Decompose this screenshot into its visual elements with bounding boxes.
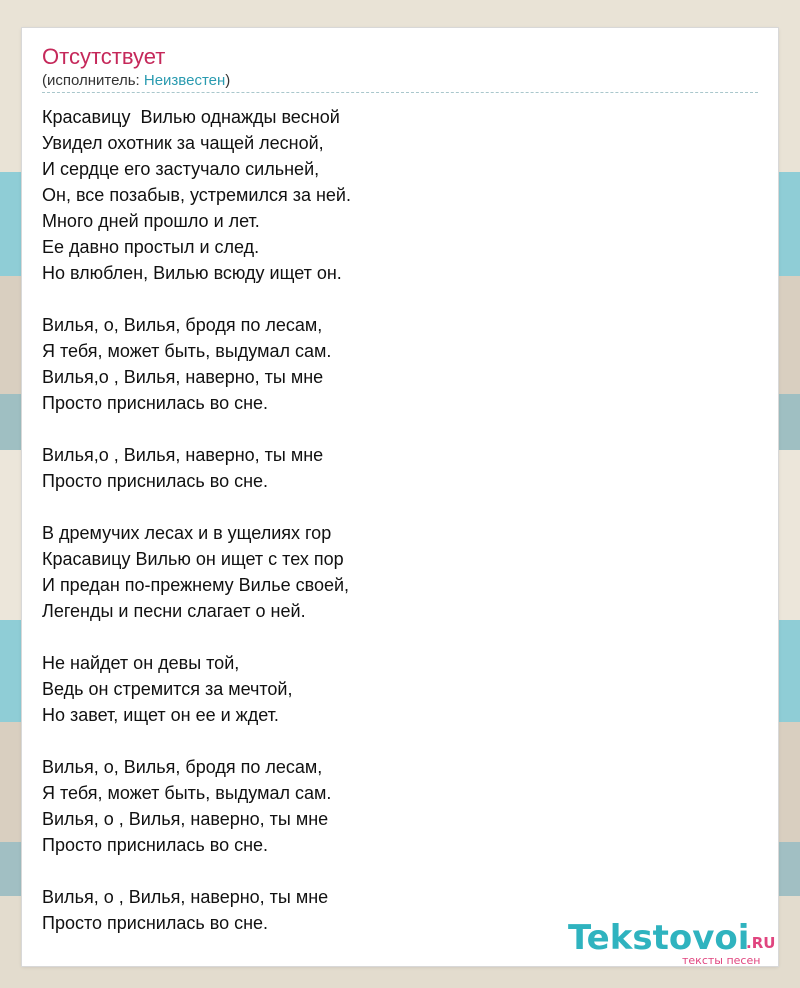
lyrics-line: Просто приснилась во сне. [42,835,269,855]
lyrics-line: Но влюблен, Вилью всюду ищет он. [42,263,342,283]
lyrics-line: Но завет, ищет он ее и ждет. [42,705,279,725]
lyrics-stanza [42,442,742,494]
lyrics-line: Вилья, о , Вилья, наверно, ты мне [42,809,329,829]
lyrics-stanza [42,312,742,416]
lyrics-line: Легенды и песни слагает о ней. [42,601,306,621]
lyrics-line: Просто приснилась во сне. [42,393,269,413]
lyrics-line: Вилья, о , Вилья, наверно, ты мне [42,887,329,907]
lyrics-line: Красавицу Вилью он ищет с тех пор [42,549,344,569]
lyrics-line: Увидел охотник за чащей лесной, [42,133,324,153]
lyrics-line: Вилья,о , Вилья, наверно, ты мне [42,445,324,465]
lyrics-line: Вилья, о, Вилья, бродя по лесам, [42,757,323,777]
lyrics-stanza [42,754,742,858]
lyrics-line: Просто приснилась во сне. [42,913,269,933]
site-logo[interactable] [568,918,788,968]
lyrics-stanza [42,104,742,286]
lyrics-line: В дремучих лесах и в ущелиях гор [42,523,332,543]
lyrics-text [42,104,742,962]
artist-line [42,72,230,90]
logo-tagline: тексты песен [682,954,761,967]
lyrics-card [22,28,778,966]
header-divider [42,92,758,93]
logo-wordmark: Tekstovoi [568,918,750,958]
lyrics-line: Ее давно простыл и след. [42,237,260,257]
lyrics-line: И сердце его застучало сильней, [42,159,320,179]
lyrics-line: И предан по-прежнему Вилье своей, [42,575,350,595]
lyrics-line: Я тебя, может быть, выдумал сам. [42,783,332,803]
lyrics-line: Он, все позабыв, устремился за ней. [42,185,351,205]
lyrics-line: Ведь он стремится за мечтой, [42,679,293,699]
lyrics-stanza [42,650,742,728]
artist-link[interactable]: Неизвестен [143,72,226,89]
lyrics-line: Вилья,о , Вилья, наверно, ты мне [42,367,324,387]
lyrics-line: Много дней прошло и лет. [42,211,260,231]
song-title: Отсутствует [42,44,166,69]
logo-domain: .RU [746,934,776,952]
lyrics-line: Я тебя, может быть, выдумал сам. [42,341,332,361]
lyrics-line: Просто приснилась во сне. [42,471,269,491]
artist-prefix: (исполнитель: [42,72,144,89]
lyrics-line: Красавицу Вилью однажды весной [42,107,340,127]
lyrics-line: Вилья, о, Вилья, бродя по лесам, [42,315,323,335]
lyrics-stanza [42,520,742,624]
artist-suffix: ) [225,72,231,89]
lyrics-line: Не найдет он девы той, [42,653,240,673]
